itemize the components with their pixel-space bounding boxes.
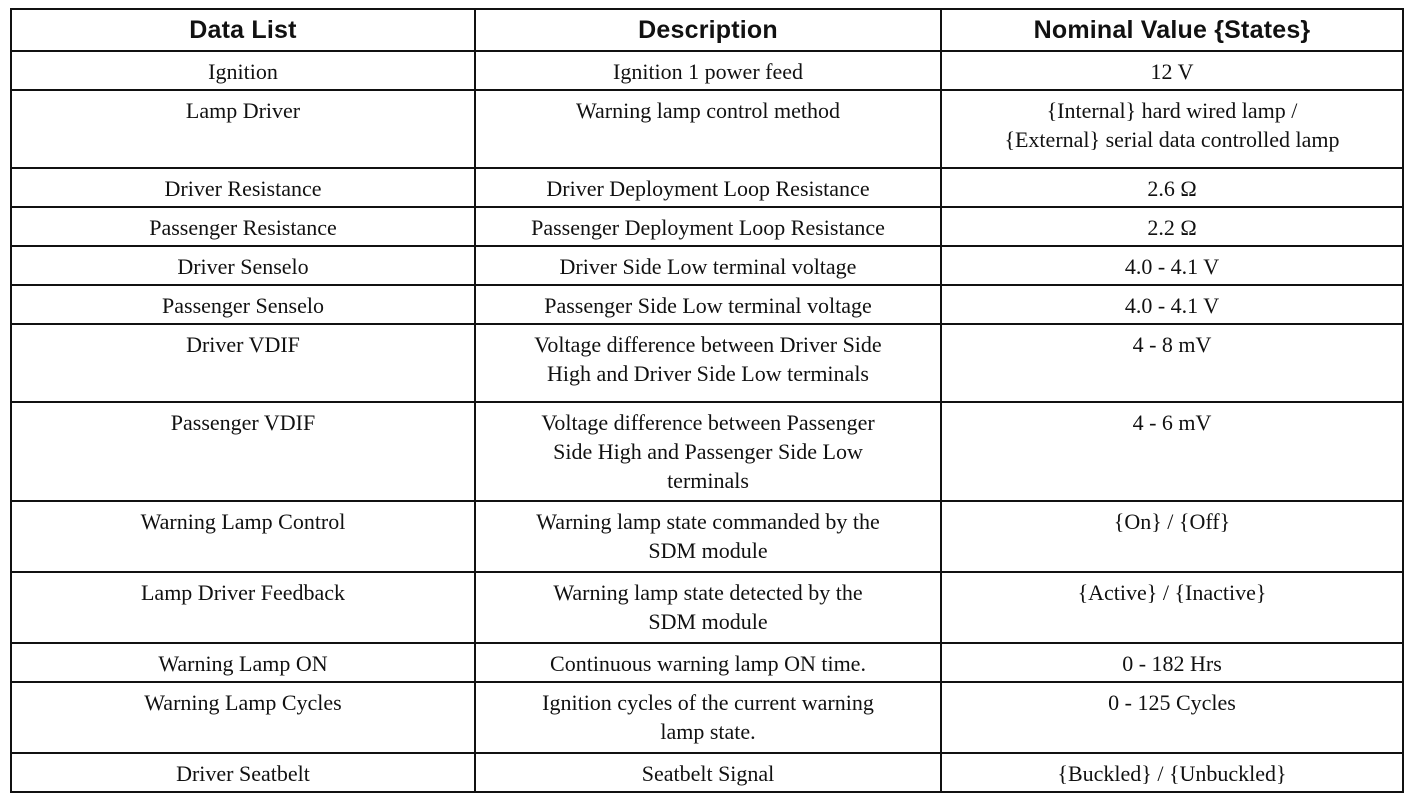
- cell-nominal-value: [941, 168, 1403, 207]
- cell-data-list: [11, 168, 475, 207]
- cell-nominal-value: [941, 682, 1403, 753]
- cell-data-list: [11, 682, 475, 753]
- cell-nominal-value: [941, 501, 1403, 572]
- cell-text: Voltage difference between Driver Side High and Driver Side Low terminals: [534, 332, 882, 386]
- cell-text: {Internal} hard wired lamp / {External} serial data controlled lamp: [1004, 98, 1340, 152]
- header-row: [11, 9, 1403, 51]
- cell-data-list: [11, 51, 475, 90]
- cell-text: Driver Senselo: [177, 254, 309, 279]
- cell-text: Passenger Side Low terminal voltage: [544, 293, 872, 318]
- cell-text: {Active} / {Inactive}: [1077, 580, 1267, 605]
- cell-data-list: [11, 753, 475, 792]
- table-row: [11, 682, 1403, 753]
- table-row: [11, 501, 1403, 572]
- cell-text: 4 - 8 mV: [1132, 332, 1212, 357]
- cell-data-list: [11, 402, 475, 501]
- table-header: [11, 9, 1403, 51]
- cell-nominal-value: [941, 753, 1403, 792]
- cell-description: [475, 402, 941, 501]
- cell-nominal-value: [941, 402, 1403, 501]
- cell-data-list: [11, 501, 475, 572]
- cell-text: Warning Lamp Cycles: [144, 690, 342, 715]
- cell-text: Warning lamp control method: [576, 98, 840, 123]
- cell-data-list: [11, 285, 475, 324]
- cell-text: Ignition cycles of the current warning lamp state.: [542, 690, 874, 744]
- cell-text: 0 - 125 Cycles: [1108, 690, 1236, 715]
- cell-data-list: [11, 643, 475, 682]
- cell-text: Warning lamp state commanded by the SDM module: [536, 509, 880, 563]
- cell-nominal-value: [941, 51, 1403, 90]
- cell-text: Passenger VDIF: [170, 410, 316, 435]
- cell-text: Seatbelt Signal: [641, 761, 775, 786]
- table-row: [11, 643, 1403, 682]
- cell-description: [475, 51, 941, 90]
- cell-description: [475, 753, 941, 792]
- cell-text: {Buckled} / {Unbuckled}: [1057, 761, 1287, 786]
- data-list-table: [10, 8, 1404, 793]
- cell-text: Ignition: [208, 59, 278, 84]
- cell-nominal-value: [941, 643, 1403, 682]
- header-data-list: Data List: [11, 9, 475, 51]
- cell-text: Voltage difference between Passenger Side High and Passenger Side Low terminals: [541, 410, 875, 493]
- cell-text: 2.2 Ω: [1147, 215, 1197, 240]
- table-body: [11, 51, 1403, 792]
- cell-nominal-value: [941, 90, 1403, 168]
- cell-text: Driver Side Low terminal voltage: [559, 254, 857, 279]
- cell-text: Driver Seatbelt: [176, 761, 310, 786]
- table-row: [11, 168, 1403, 207]
- cell-data-list: [11, 207, 475, 246]
- table-row: [11, 90, 1403, 168]
- cell-text: Warning Lamp ON: [158, 651, 328, 676]
- cell-description: [475, 168, 941, 207]
- cell-description: [475, 324, 941, 402]
- header-nominal-value: Nominal Value {States}: [941, 9, 1403, 51]
- cell-nominal-value: [941, 572, 1403, 643]
- cell-text: 4 - 6 mV: [1132, 410, 1212, 435]
- cell-data-list: [11, 572, 475, 643]
- cell-description: [475, 246, 941, 285]
- cell-data-list: [11, 246, 475, 285]
- cell-nominal-value: [941, 246, 1403, 285]
- cell-text: Continuous warning lamp ON time.: [550, 651, 866, 676]
- cell-nominal-value: [941, 324, 1403, 402]
- cell-text: 4.0 - 4.1 V: [1124, 293, 1220, 318]
- table-row: [11, 572, 1403, 643]
- cell-data-list: [11, 324, 475, 402]
- cell-text: Passenger Resistance: [149, 215, 337, 240]
- table-row: [11, 51, 1403, 90]
- table-row: [11, 246, 1403, 285]
- header-description: Description: [475, 9, 941, 51]
- cell-description: [475, 501, 941, 572]
- table-row: [11, 324, 1403, 402]
- cell-description: [475, 643, 941, 682]
- cell-text: Passenger Senselo: [162, 293, 324, 318]
- cell-text: Warning lamp state detected by the SDM module: [553, 580, 863, 634]
- table-row: [11, 753, 1403, 792]
- cell-text: 12 V: [1150, 59, 1194, 84]
- cell-text: Driver Deployment Loop Resistance: [546, 176, 870, 201]
- cell-text: Ignition 1 power feed: [613, 59, 803, 84]
- cell-description: [475, 682, 941, 753]
- cell-text: Lamp Driver Feedback: [140, 580, 346, 605]
- table-row: [11, 402, 1403, 501]
- cell-description: [475, 285, 941, 324]
- cell-text: Driver Resistance: [164, 176, 322, 201]
- cell-text: 2.6 Ω: [1147, 176, 1197, 201]
- cell-text: 4.0 - 4.1 V: [1124, 254, 1220, 279]
- table-row: [11, 207, 1403, 246]
- cell-text: Lamp Driver: [185, 98, 301, 123]
- cell-text: {On} / {Off}: [1113, 509, 1231, 534]
- cell-text: Driver VDIF: [186, 332, 300, 357]
- cell-text: Warning Lamp Control: [140, 509, 346, 534]
- cell-text: 0 - 182 Hrs: [1122, 651, 1222, 676]
- cell-description: [475, 90, 941, 168]
- cell-description: [475, 207, 941, 246]
- table-row: [11, 285, 1403, 324]
- cell-nominal-value: [941, 207, 1403, 246]
- cell-text: Passenger Deployment Loop Resistance: [531, 215, 885, 240]
- cell-nominal-value: [941, 285, 1403, 324]
- cell-description: [475, 572, 941, 643]
- data-list-sheet: [10, 8, 1402, 786]
- cell-data-list: [11, 90, 475, 168]
